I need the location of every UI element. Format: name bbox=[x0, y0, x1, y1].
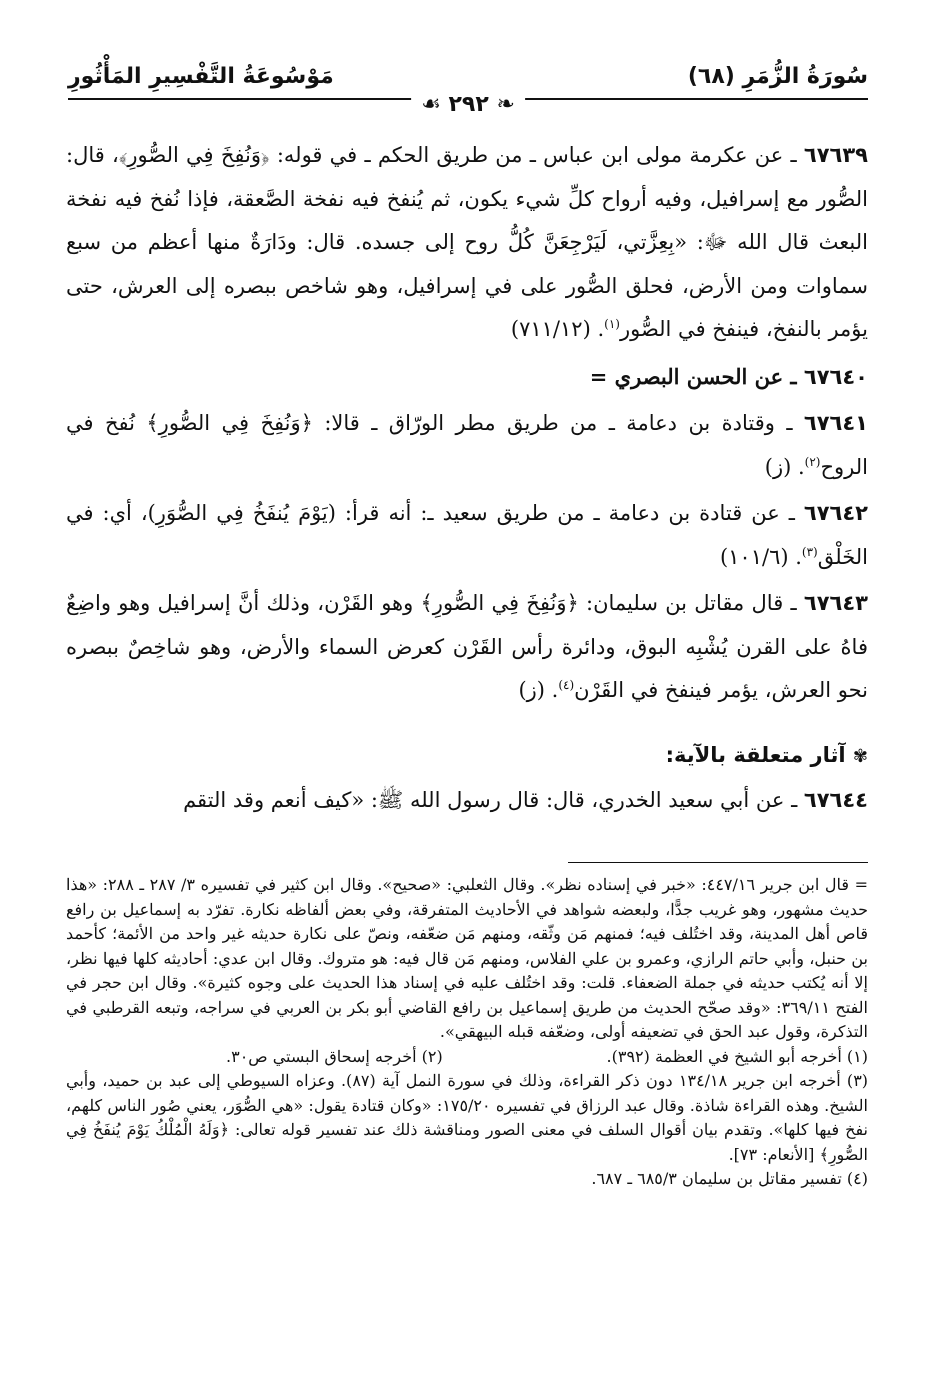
footnote-mark: (٢) bbox=[804, 454, 821, 469]
narration-ref: . (ز) bbox=[764, 454, 805, 479]
page-number-value: ٢٩٢ bbox=[448, 92, 489, 117]
page-header bbox=[68, 62, 868, 117]
footnote-continued: = قال ابن جرير ٤٤٧/١٦: «خبر في إسناده نظر». وقال الثعلبي: «صحيح». وقال ابن كثير في تفسيره ٣/ ٢٨٧ ـ ٢٨٨: «هذا حديث مشهور، وهو غريب جدًّا، ولبعضه شواهد في الأحاديث المتفرقة، وفي بعض ألفاظه نكارة. تفرّد به إسماعيل بن رافع قاص أهل المدينة، وقد اختُلف فيه؛ فمنهم مَن وثّقه، ومنهم مَن ضعّفه، ونصّ على نكارة حديثه غير واحد من الأئمة؛ كأحمد بن حنبل، وأبي حاتم الرازي، وعمرو بن علي الفلاس، ومنهم مَن قال فيه: هو متروك. وقال ابن عدي: أحاديثه كلها فيها نظر، إلا أنه يُكتب حديثه في جملة الضعفاء. قلت: وقد اختُلف عليه في إسناد هذا الحديث على وجوه كثيرة». وقال ابن حجر في الفتح ٣٦٩/١١: «وقد صحّح الحديث من طريق إسماعيل بن رافع القاضي أبو بكر بن العربي في سراجه، وتبعه القرطبي في التذكرة، وقول عبد الحق في تضعيفه أولى، وضعّفه قبله البيهقي». bbox=[66, 875, 869, 1041]
surah-name: سُورَةُ الزُّمَرِ (٦٨) bbox=[687, 64, 868, 89]
narration-ref: . (ز) bbox=[518, 678, 559, 702]
page-number: ❧ ٢٩٢ ☙ bbox=[411, 92, 525, 117]
footnote-separator bbox=[568, 862, 868, 863]
footnotes bbox=[66, 873, 868, 1192]
narration-number: ٦٧٦٤٣ bbox=[803, 591, 868, 615]
flower-ornament-icon: ✾ bbox=[852, 745, 868, 767]
narration-number: ٦٧٦٤٢ bbox=[803, 501, 868, 525]
footnote-mark: (١) bbox=[604, 317, 620, 331]
narration-67642 bbox=[66, 492, 868, 579]
narration-number: ٦٧٦٣٩ bbox=[803, 143, 868, 167]
narration-text: ـ عن أبي سعيد الخدري، قال: قال رسول الله ﷺ: «كيف أنعم وقد التقم bbox=[183, 787, 804, 812]
narration-67643 bbox=[66, 582, 868, 713]
footnote-row bbox=[66, 1045, 868, 1070]
narration-ref: . (١٠١/٦) bbox=[719, 544, 802, 569]
main-text bbox=[66, 134, 868, 822]
footnote-4: (٤) تفسير مقاتل بن سليمان ٦٨٥/٣ ـ ٦٨٧. bbox=[591, 1169, 868, 1188]
footnote-mark: (٣) bbox=[801, 544, 818, 559]
narration-67640 bbox=[66, 355, 868, 400]
narration-text: ـ قال مقاتل بن سليمان: ﴿وَنُفِخَ فِي الصُّورِ﴾ وهو القَرْن، وذلك أنَّ إسرافيل وهو واضِعٌ فاهُ على القرن يُشْبِه البوق، ودائرة رأس القَرْن كعرض السماء والأرض، وهو شاخِصٌ ببصره نحو العرش، يؤمر فينفخ في القَرْن bbox=[66, 591, 868, 702]
narration-number: ٦٧٦٤٠ bbox=[803, 364, 868, 389]
footnote-mark: (٤) bbox=[558, 678, 575, 692]
footnote-3: (٣) أخرجه ابن جرير ١٣٤/١٨ دون ذكر القراءة، وذلك في سورة النمل آية (٨٧). وعزاه السيوطي إلى عبد بن حميد، وأبي الشيخ. وهذه القراءة شاذة. وقال عبد الرزاق في تفسيره ١٧٥/٢٠: «وكان قتادة يقول: «هي الصُّوَر، يعني صُور الناس كلهم، نفخ فيها كلها». وتقدم بيان أقوال السلف في معنى الصور ومناقشة ذلك عند تفسير قوله تعالى: ﴿وَلَهُ الْمُلْكُ يَوْمَ يُنفَخُ فِي الصُّورِ﴾ [الأنعام: ٧٣]. bbox=[66, 1071, 869, 1164]
narration-text: ـ عن قتادة بن دعامة ـ من طريق سعيد ـ: أنه قرأ: (يَوْمَ يُنفَخُ فِي الصُّوَرِ)، أي: في الخَلْق bbox=[66, 501, 868, 569]
narration-67639 bbox=[66, 134, 868, 352]
narration-ref: . (٧١١/١٢) bbox=[510, 317, 605, 341]
narration-67641 bbox=[66, 402, 868, 489]
book-title: مَوْسُوعَةُ التَّفْسِيرِ المَأْثُورِ bbox=[68, 64, 334, 89]
section-title: آثار متعلقة بالآية: bbox=[665, 742, 846, 767]
narration-text: ـ وقتادة بن دعامة ـ من طريق مطر الورّاق ـ قالا: ﴿وَنُفِخَ فِي الصُّورِ﴾ نُفخ في الروح bbox=[66, 411, 868, 479]
footnote-1: (١) أخرجه أبو الشيخ في العظمة (٣٩٢). bbox=[606, 1046, 868, 1066]
narration-text: ـ عن عكرمة مولى ابن عباس ـ من طريق الحكم ـ في قوله: ﴿وَنُفِخَ فِي الصُّورِ﴾، قال: الصُّور مع إسرافيل، وفيه أرواح كلِّ شيء يكون، ثم يُنفخ فيه نفخة الصَّعقة، فإذا نُفخ فيه نفخة البعث قال الله ﷻ: «بِعِزَّتي، لَيَرْجِعَنَّ كُلُّ روح إلى جسده. قال: ودَارَةٌ منها أعظم من سبع سماوات ومن الأرض، فحلق الصُّور على في إسرافيل، وهو شاخص ببصره إلى العرش، حتى يؤمر بالنفخ، فينفخ في الصُّور bbox=[66, 143, 868, 341]
narration-number: ٦٧٦٤١ bbox=[803, 411, 868, 435]
narration-67644 bbox=[66, 779, 868, 823]
narration-text: ـ عن الحسن البصري = bbox=[589, 363, 804, 389]
section-heading bbox=[66, 733, 868, 779]
footnote-2: (٢) أخرجه إسحاق البستي ص٣٠. bbox=[226, 1046, 443, 1066]
narration-number: ٦٧٦٤٤ bbox=[803, 787, 868, 812]
